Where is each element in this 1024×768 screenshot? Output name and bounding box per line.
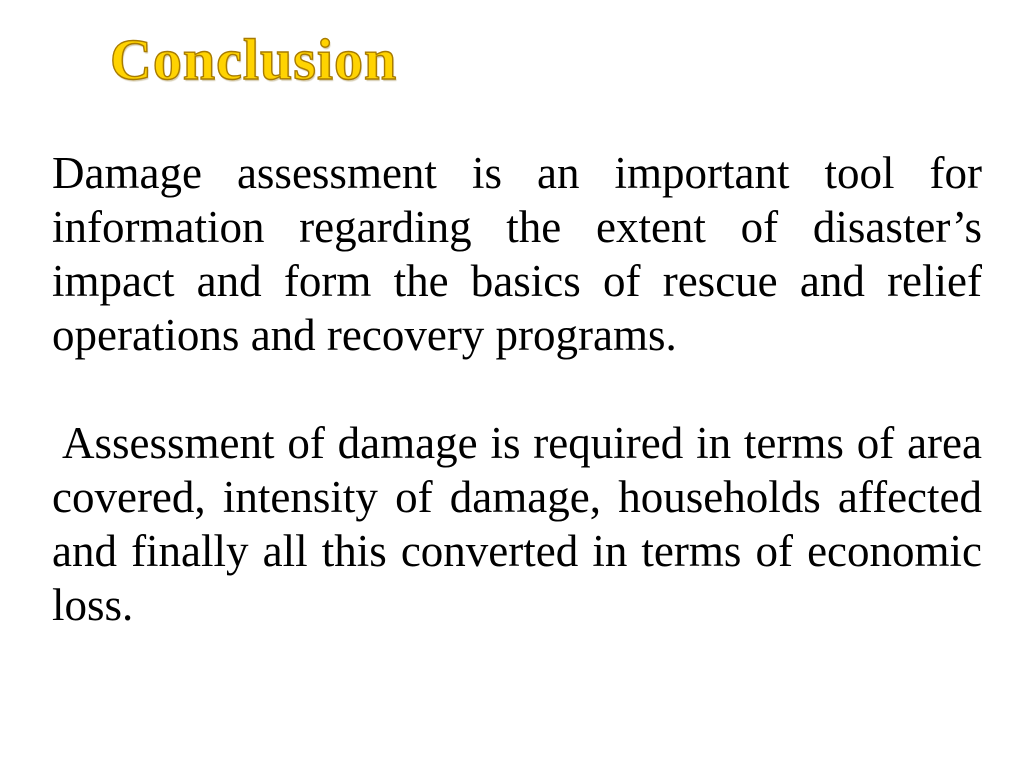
body-line: loss.	[52, 580, 134, 630]
body-line: impact and form the basics of rescue and relief	[52, 256, 982, 306]
paragraph-damage-assessment	[52, 146, 982, 362]
body-line: covered, intensity of damage, households affected	[52, 472, 982, 522]
body-line: Damage assessment is an important tool for	[52, 148, 982, 198]
body-line: and finally all this converted in terms of economic	[52, 526, 982, 576]
body-line: Assessment of damage is required in terms of area	[62, 418, 982, 468]
slide-body	[52, 146, 982, 632]
body-line: information regarding the extent of disaster’s	[52, 202, 982, 252]
body-line: operations and recovery programs.	[52, 310, 677, 360]
paragraph-assessment-terms	[52, 416, 982, 632]
slide-title: Conclusion	[110, 27, 398, 92]
